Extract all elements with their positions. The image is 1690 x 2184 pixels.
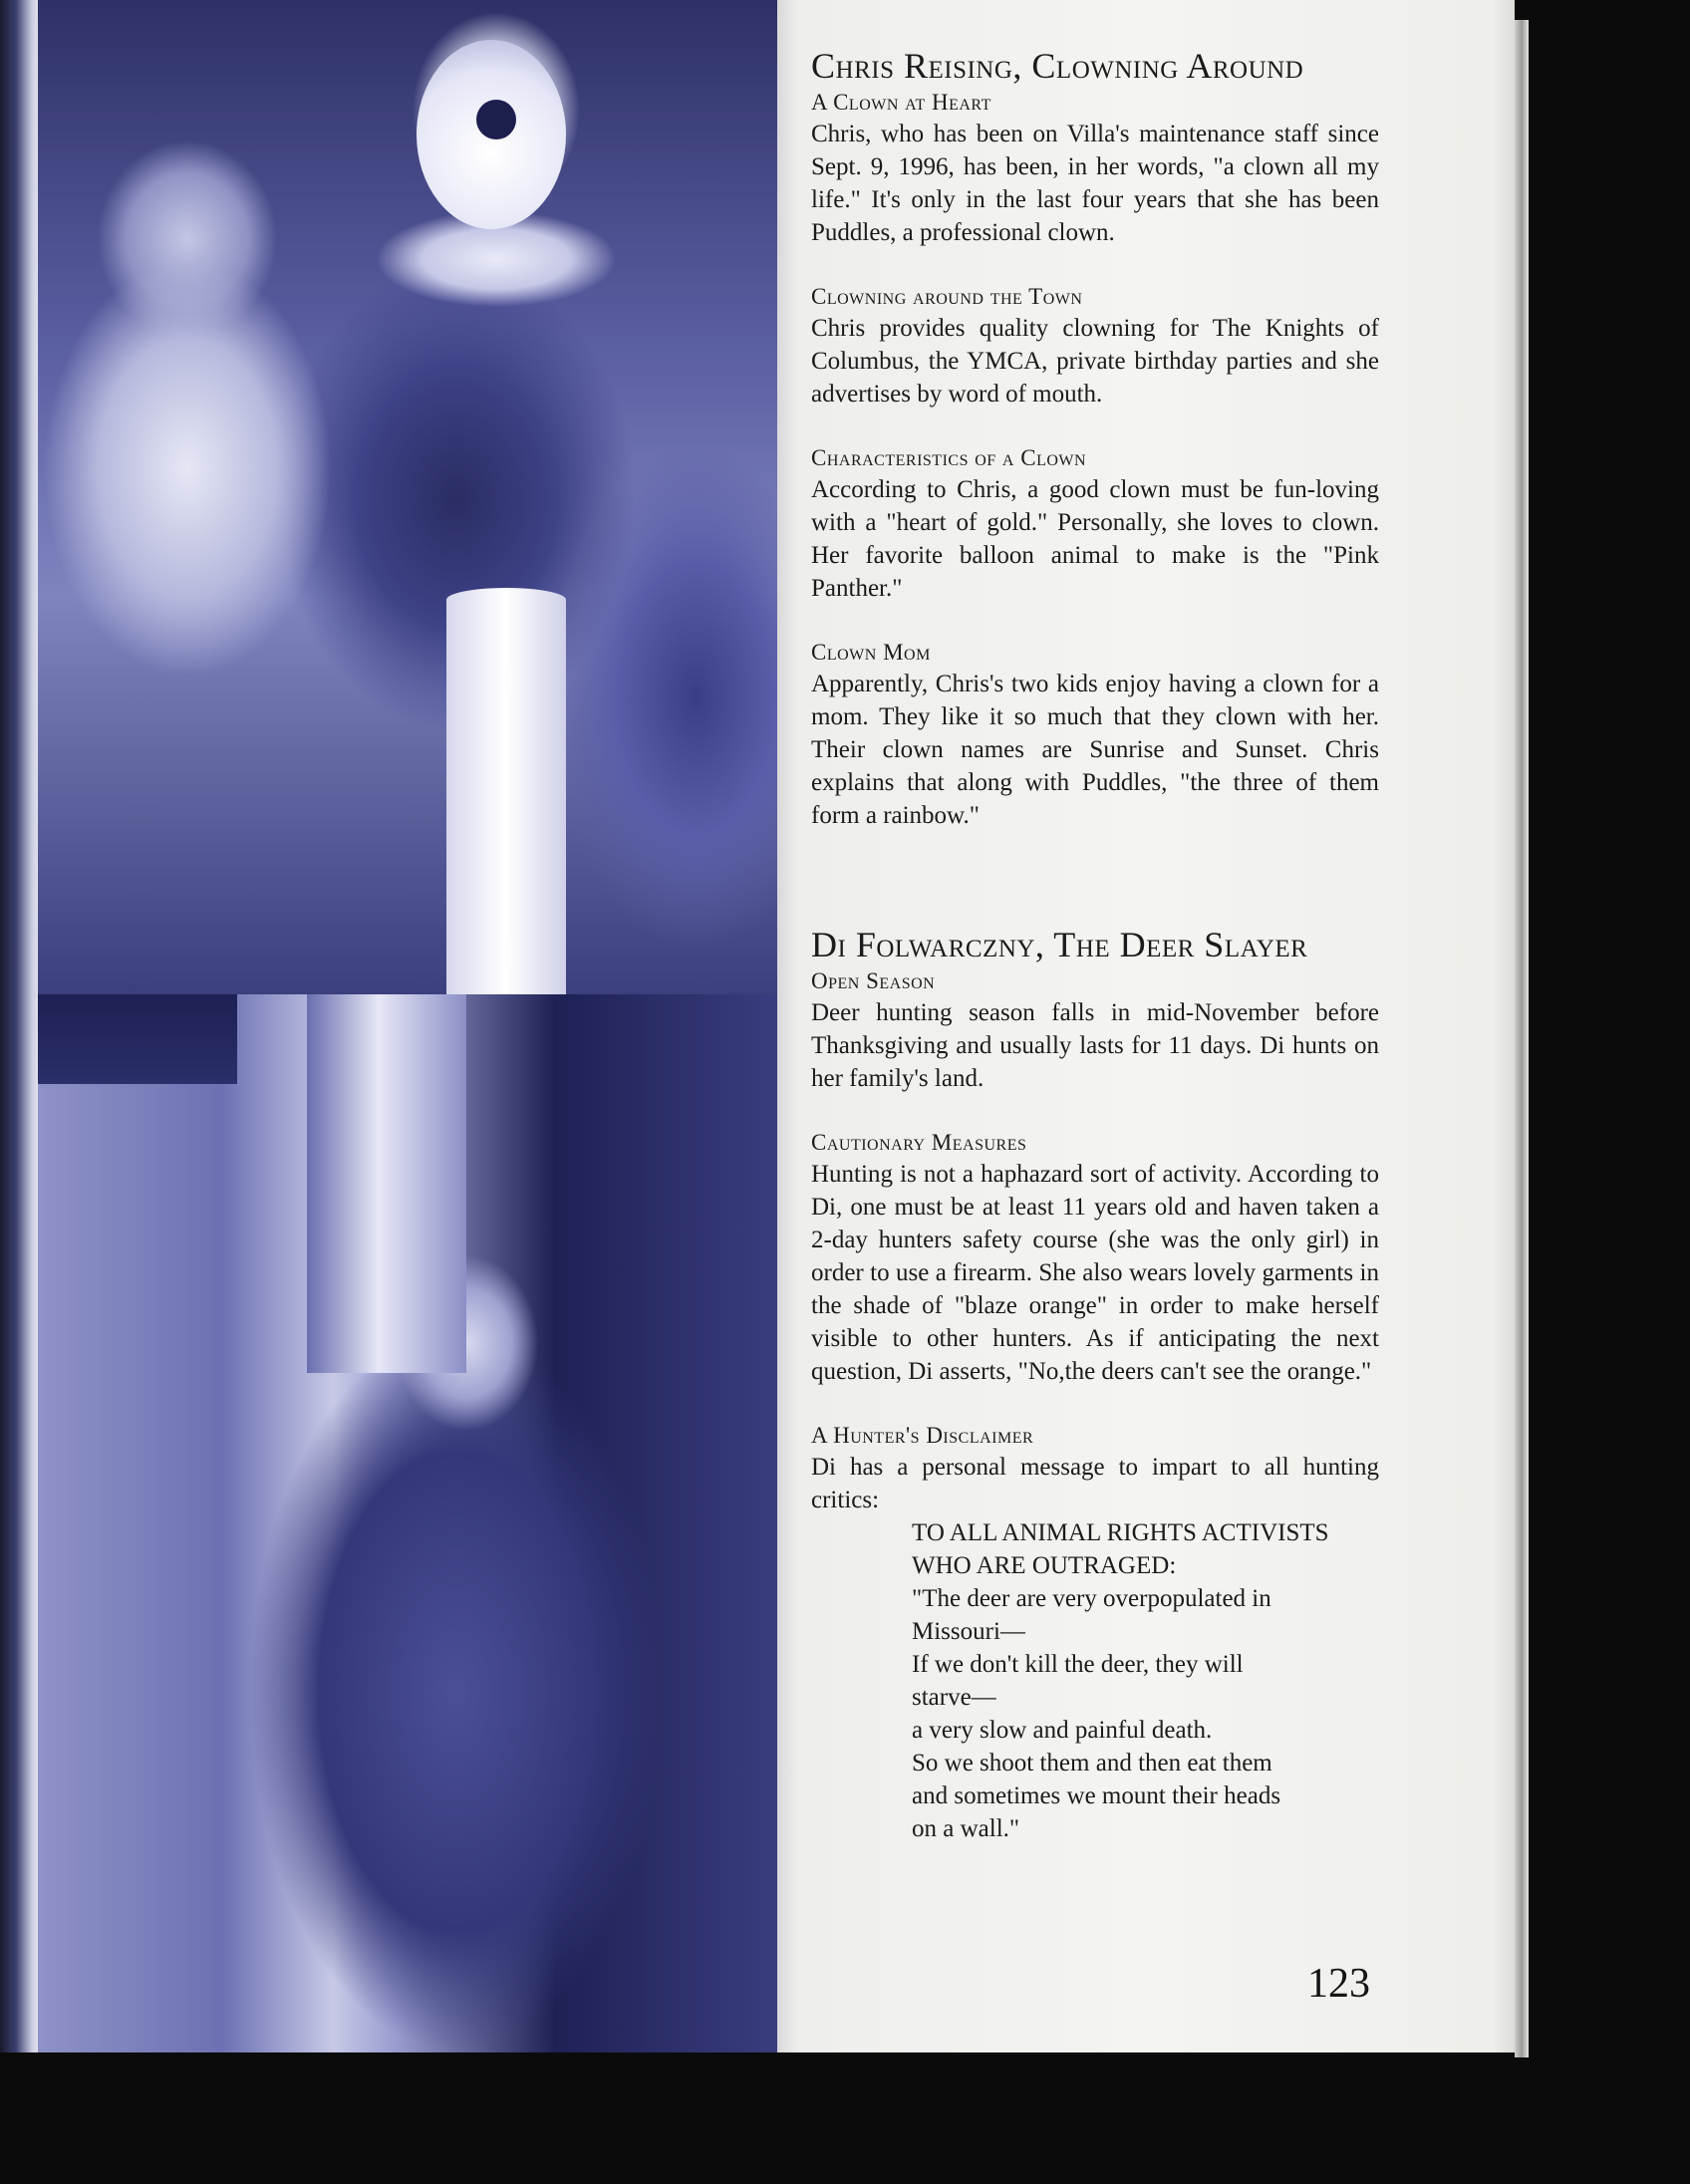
verse-line: on a wall." [912,1815,1020,1842]
clown-nose [476,100,516,139]
page-number: 123 [1307,1961,1370,2007]
subhead: A Hunter's Disclaimer [811,1423,1034,1448]
subhead: Open Season [811,968,936,993]
subsection [811,1128,1379,1388]
disclaimer-verse [912,1516,1379,1845]
subhead: Characteristics of a Clown [811,445,1087,470]
subsection [811,1421,1379,1516]
verse-line: "The deer are very overpopulated in [912,1585,1271,1612]
previous-page-edge [0,0,40,2052]
page-stack-edge [1515,20,1529,2057]
section-title-clown: Chris Reising, Clowning Around [811,46,1304,86]
paragraph: Deer hunting season falls in mid-November before Thanksgiving and usually lasts for 11 days. Di hunts on her family's land. [811,999,1379,1092]
subsection [811,638,1379,832]
paragraph: Di has a personal message to impart to all hunting critics: [811,1454,1379,1513]
article-column [811,44,1379,1845]
verse-line: Missouri— [912,1618,1025,1645]
subsection [811,966,1379,1095]
subhead: A Clown at Heart [811,90,991,115]
verse-line: WHO ARE OUTRAGED: [912,1552,1177,1579]
subhead: Clowning around the Town [811,284,1083,309]
section-title-deer: Di Folwarczny, The Deer Slayer [811,925,1308,964]
paragraph: Chris, who has been on Villa's maintenance staff since Sept. 9, 1996, has been, in her words, "a clown all my life." It's only in the last four years that she has been Puddles, a professional clown. [811,121,1379,246]
tree-trunk [307,994,466,1373]
subhead: Cautionary Measures [811,1130,1027,1155]
subsection [811,88,1379,249]
paragraph: Apparently, Chris's two kids enjoy having a clown for a mom. They like it so much that they clown with her. Their clown names are Sunrise and Sunset. Chris explains that along with Puddles, "the three of them form a rainbow." [811,671,1379,829]
paragraph: Chris provides quality clowning for The Knights of Columbus, the YMCA, private birthday parties and she advertises by word of mouth. [811,315,1379,408]
subsection [811,443,1379,605]
deer-hunter-photo [38,994,777,2052]
verse-line: So we shoot them and then eat them [912,1750,1272,1776]
subhead: Clown Mom [811,640,931,665]
background-car [38,994,237,1084]
verse-line: and sometimes we mount their heads [912,1782,1281,1809]
verse-line: If we don't kill the deer, they will [912,1651,1244,1678]
verse-line: a very slow and painful death. [912,1717,1213,1744]
subsection [811,282,1379,410]
paragraph: Hunting is not a haphazard sort of activity. According to Di, one must be at least 11 years old and haven taken a 2-day hunters safety course (she was the only girl) in order to use a firearm. She also wears lovely garments in the shade of "blaze orange" in order to make herself visible to other hunters. As if anticipating the next question, Di asserts, "No,the deers can't see the orange." [811,1161,1379,1385]
verse-line: starve— [912,1684,996,1711]
candle [446,588,566,994]
paragraph: According to Chris, a good clown must be fun-loving with a "heart of gold." Personally, she loves to clown. Her favorite balloon animal to make is the "Pink Panther." [811,476,1379,602]
clown-photo [38,0,777,994]
verse-line: TO ALL ANIMAL RIGHTS ACTIVISTS [912,1519,1329,1546]
section-spacer [811,865,1379,923]
